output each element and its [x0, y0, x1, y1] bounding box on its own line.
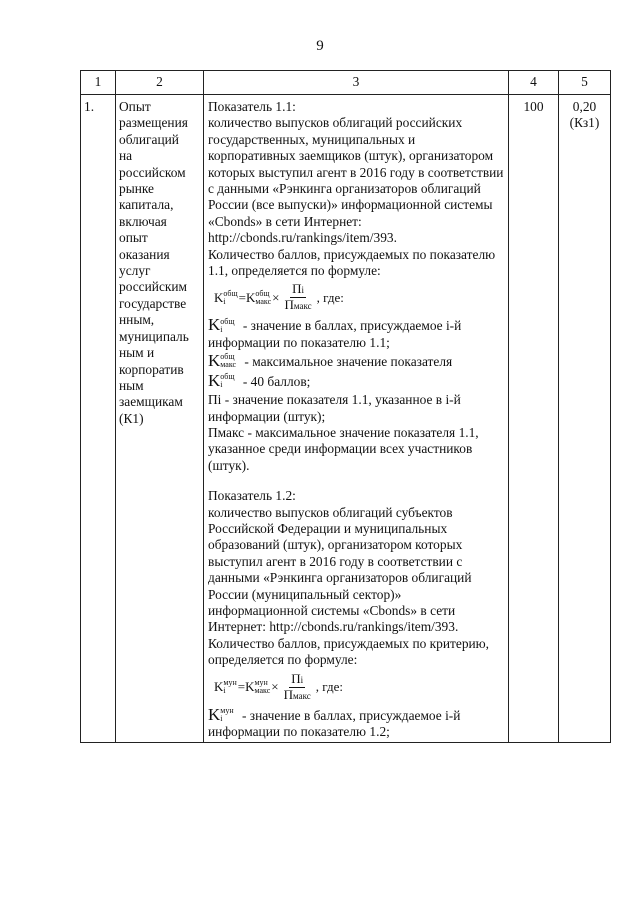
coefficient-cell — [559, 95, 611, 743]
indicator-2-def-1: K мун i - значение в баллах, присуждаемое i-й информации по показателю 1.2; — [208, 704, 461, 739]
page-number: 9 — [316, 38, 324, 54]
criterion-title-cell — [116, 95, 204, 743]
indicator-1-def-2: K общ макс - максимальное значение показателя — [208, 351, 453, 371]
formula-kmax-sub: макс — [255, 296, 272, 306]
formula-kmax-sup: общ — [255, 288, 270, 298]
indicator-2-score-text: Количество баллов, присуждаемых по критерию, определяется по формуле: — [208, 635, 490, 668]
coefficient-value: 0,20 — [572, 99, 597, 114]
indicator-1-heading: Показатель 1.1: — [208, 99, 296, 114]
row-number: 1. — [81, 95, 116, 743]
formula-times: × — [272, 289, 280, 305]
formula-fraction — [283, 282, 314, 313]
formula-tail: , где: — [316, 289, 344, 305]
indicator-1-formula — [214, 282, 504, 313]
formula-numerator-sub: i — [301, 285, 305, 296]
formula-denominator: П — [284, 297, 294, 313]
indicator-1-body: количество выпусков облигаций российских государственных, муниципальных и корпоративных заемщиков (штук), организатором которых выступил агент в 2016 году в соответствии с данными «Рэнкинга организаторов облигаций России (все выпуски)» информационной системы «Cbonds» в сети Интернет: http://cbonds.ru/rankings/item/393. — [208, 115, 504, 246]
header-col-5: 5 — [559, 71, 611, 95]
header-col-3: 3 — [204, 71, 509, 95]
formula-k: K — [214, 289, 224, 305]
formula-k-sup: общ — [223, 288, 238, 298]
table-header-row — [81, 71, 611, 95]
criterion-description — [204, 95, 509, 743]
weight-value: 100 — [509, 95, 559, 743]
formula-eq: = — [238, 289, 246, 305]
indicator-2-body: количество выпусков облигаций субъектов Российской Федерации и муниципальных образований (штук), организатором которых выступил агент в 2016 году в соответствии с данными «Рэнкинга организаторов облигаций России (муниципальный сектор)» информационной системы «Cbonds» в сети Интернет: http://cbonds.ru/rankings/item/393. — [208, 504, 472, 635]
formula-numerator: П — [292, 281, 302, 297]
criteria-table — [80, 70, 611, 743]
indicator-1-pi-line: Пi - значение показателя 1.1, указанное в i-й информации (штук); — [208, 392, 461, 424]
formula-fraction: $\frac{Пi}{\text{Пмакс}}$ — [283, 670, 311, 702]
header-col-4: 4 — [509, 71, 559, 95]
indicator-1-score-text: Количество баллов, присуждаемых по показателю 1.1, определяется по формуле: — [208, 246, 496, 279]
criterion-title: Опыт размещения облигаций на российском рынке капитала, включая опыт оказания услуг российским государстве нным, муниципаль ным и корпоратив ным заемщикам (К1) — [119, 99, 189, 426]
header-col-2: 2 — [116, 71, 204, 95]
indicator-1-def-1: K общ i - значение в баллах, присуждаемое i-й информации по показателю 1.1; — [208, 315, 462, 350]
formula-denominator-sub: макс — [293, 301, 312, 312]
indicator-2-formula: K мун i = K мун макс × $\frac{Пi}{\text{Пмакс}}$ , где: — [214, 670, 343, 702]
indicator-2-heading: Показатель 1.2: — [208, 488, 296, 504]
indicator-1-pmax-line: Пмакс - максимальное значение показателя 1.1, указанное среди информации всех участников (штук). — [208, 424, 479, 473]
table-row — [81, 95, 611, 743]
formula-k-sub: i — [223, 296, 226, 306]
coefficient-label: (Кз1) — [569, 115, 600, 131]
formula-kmax: K — [245, 289, 256, 305]
indicator-1-def-3: K общ i - 40 баллов; — [208, 370, 311, 390]
header-col-1: 1 — [81, 71, 116, 95]
